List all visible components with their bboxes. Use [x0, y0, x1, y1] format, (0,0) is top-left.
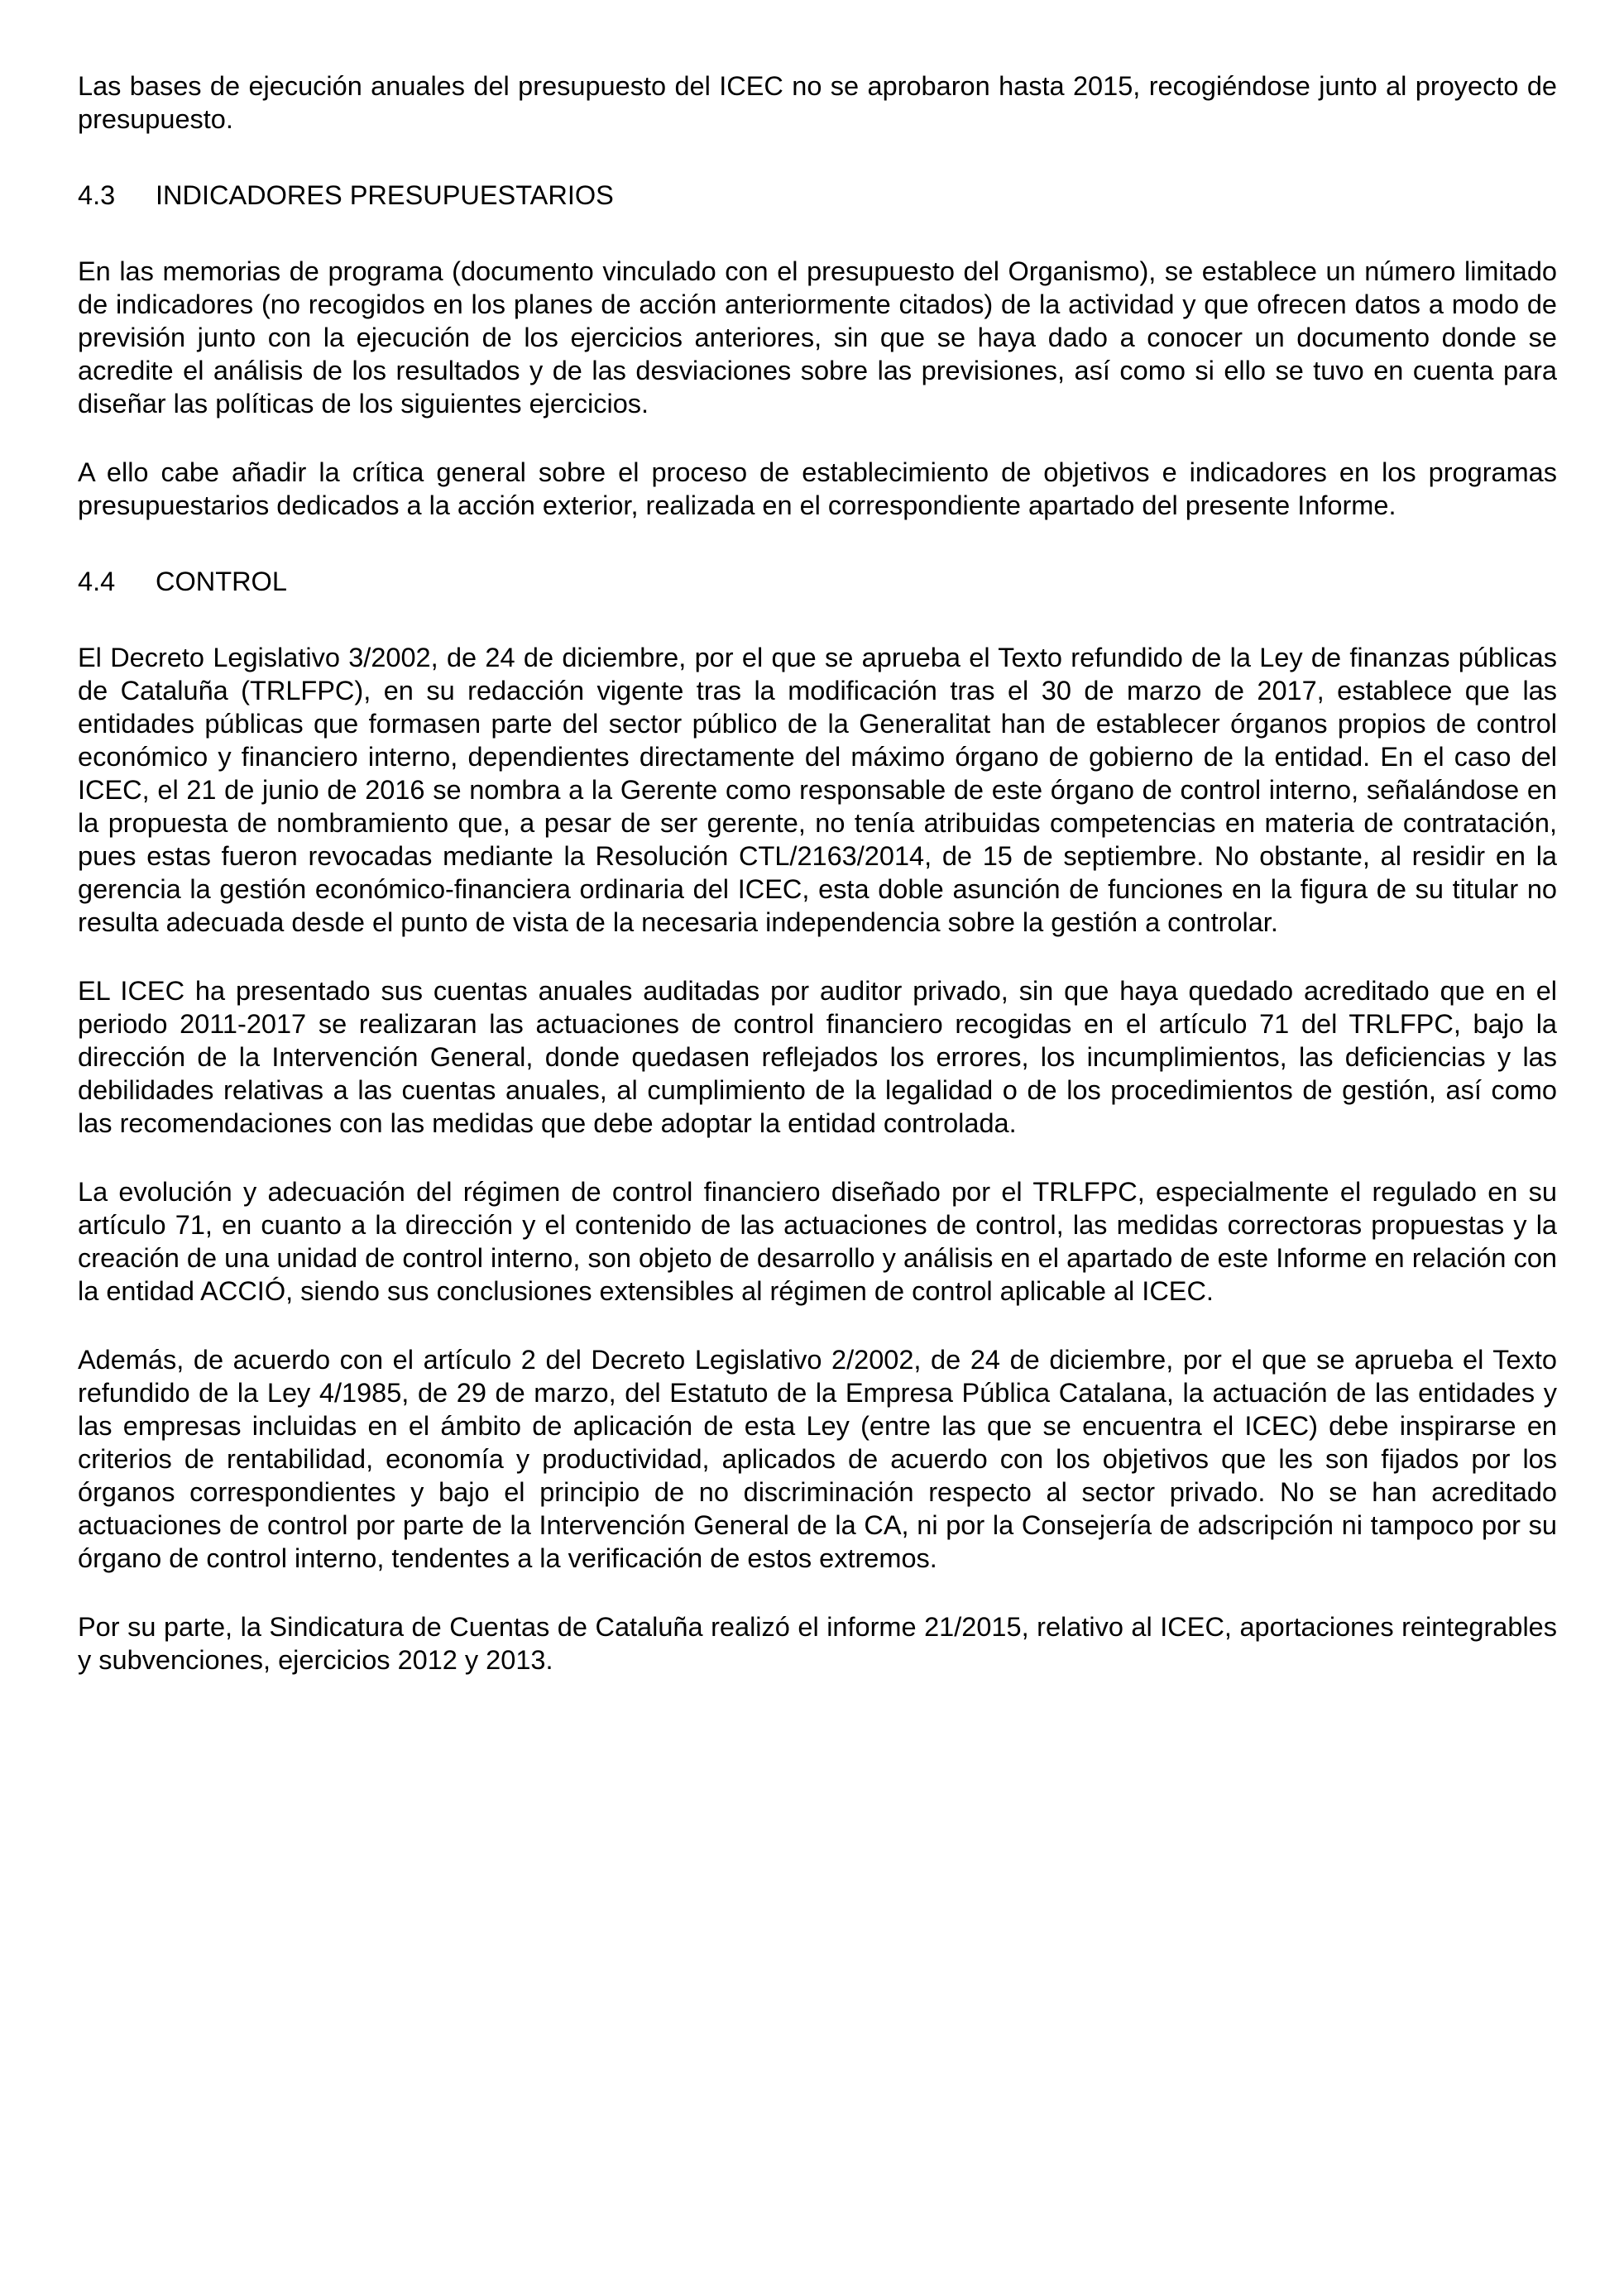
paragraph: Además, de acuerdo con el artículo 2 del Decreto Legislativo 2/2002, de 24 de diciembre, por el que se aprueba el Texto refundido de la Ley 4/1985, de 29 de marzo, del Estatuto de la Empresa Pública Catalana, la actuación de las entidades y las empresas incluidas en el ámbito de aplicación de esta Ley (entre las que se encuentra el ICEC) debe inspirarse en criterios de rentabilidad, economía y productividad, aplicados de acuerdo con los objetivos que les son fijados por los órganos correspondientes y bajo el principio de no discriminación respecto al sector privado. No se han acreditado actuaciones de control por parte de la Intervención General de la CA, ni por la Consejería de adscripción ni tampoco por su órgano de control interno, tendentes a la verificación de estos extremos.: [78, 1345, 1557, 1573]
paragraph: Por su parte, la Sindicatura de Cuentas de Cataluña realizó el informe 21/2015, relativo al ICEC, aportaciones reintegrables y subvenciones, ejercicios 2012 y 2013.: [78, 1612, 1557, 1675]
paragraph: A ello cabe añadir la crítica general sobre el proceso de establecimiento de objetivos e indicadores en los programas presupuestarios dedicados a la acción exterior, realizada en el correspondiente apartado del presente Informe.: [78, 457, 1557, 520]
paragraph: El Decreto Legislativo 3/2002, de 24 de diciembre, por el que se aprueba el Texto refundido de la Ley de finanzas públicas de Cataluña (TRLFPC), en su redacción vigente tras la modificación tras el 30 de marzo de 2017, establece que las entidades públicas que formasen parte del sector público de la Generalitat han de establecer órganos propios de control económico y financiero interno, dependientes directamente del máximo órgano de gobierno de la entidad. En el caso del ICEC, el 21 de junio de 2016 se nombra a la Gerente como responsable de este órgano de control interno, señalándose en la propuesta de nombramiento que, a pesar de ser gerente, no tenía atribuidas competencias en materia de contratación, pues estas fueron revocadas mediante la Resolución CTL/2163/2014, de 15 de septiembre. No obstante, al residir en la gerencia la gestión económico-financiera ordinaria del ICEC, esta doble asunción de funciones en la figura de su titular no resulta adecuada desde el punto de vista de la necesaria independencia sobre la gestión a controlar.: [78, 643, 1557, 937]
paragraph: En las memorias de programa (documento vinculado con el presupuesto del Organismo), se establece un número limitado de indicadores (no recogidos en los planes de acción anteriormente citados) de la actividad y que ofrecen datos a modo de previsión junto con la ejecución de los ejercicios anteriores, sin que se haya dado a conocer un documento donde se acredite el análisis de los resultados y de las desviaciones sobre las previsiones, así como si ello se tuvo en cuenta para diseñar las políticas de los siguientes ejercicios.: [78, 256, 1557, 419]
intro-paragraph: Las bases de ejecución anuales del presupuesto del ICEC no se aprobaron hasta 2015, recogiéndose junto al proyecto de presupuesto.: [78, 71, 1557, 134]
section-title: INDICADORES PRESUPUESTARIOS: [156, 180, 614, 210]
paragraph: EL ICEC ha presentado sus cuentas anuales auditadas por auditor privado, sin que haya quedado acreditado que en el periodo 2011-2017 se realizaran las actuaciones de control financiero recogidas en el artículo 71 del TRLFPC, bajo la dirección de la Intervención General, donde quedasen reflejados los errores, los incumplimientos, las deficiencias y las debilidades relativas a las cuentas anuales, al cumplimiento de la legalidad o de los procedimientos de gestión, así como las recomendaciones con las medidas que debe adoptar la entidad controlada.: [78, 976, 1557, 1138]
section-number: 4.4: [78, 567, 116, 596]
section-number: 4.3: [78, 180, 116, 210]
section-title: CONTROL: [156, 567, 287, 596]
paragraph: La evolución y adecuación del régimen de control financiero diseñado por el TRLFPC, especialmente el regulado en su artículo 71, en cuanto a la dirección y el contenido de las actuaciones de control, las medidas correctoras propuestas y la creación de una unidad de control interno, son objeto de desarrollo y análisis en el apartado de este Informe en relación con la entidad ACCIÓ, siendo sus conclusiones extensibles al régimen de control aplicable al ICEC.: [78, 1177, 1557, 1306]
section-heading-4-4: [78, 565, 1557, 598]
section-heading-4-3: [78, 179, 1557, 212]
document-page: [78, 69, 1557, 1677]
